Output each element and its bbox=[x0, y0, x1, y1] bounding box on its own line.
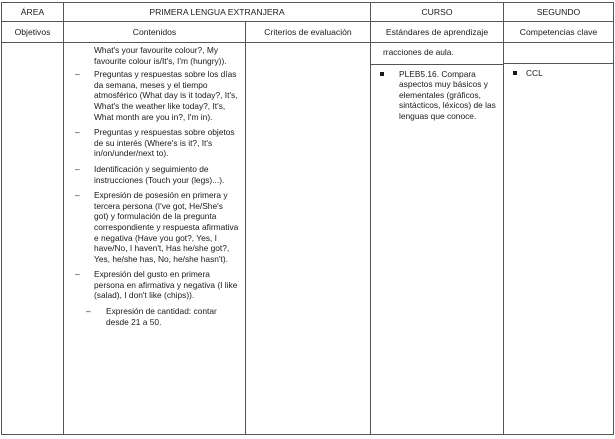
col-competencias: Competencias clave bbox=[504, 22, 614, 43]
estandares-continuation: rracciones de aula. bbox=[371, 43, 503, 65]
col-criterios: Criterios de evaluación bbox=[246, 22, 371, 43]
dash-bullet: – bbox=[75, 190, 80, 201]
list-item-text: Expresión de cantidad: contar desde 21 a 50. bbox=[106, 306, 217, 327]
list-item-text: Identificación y seguimiento de instrucciones (Touch your (legs)...). bbox=[94, 163, 225, 185]
curriculum-table bbox=[1, 2, 614, 435]
contenidos-cell bbox=[64, 43, 246, 435]
list-item bbox=[64, 127, 245, 159]
list-item bbox=[375, 69, 499, 122]
dash-bullet: – bbox=[75, 127, 80, 138]
col-contenidos: Contenidos bbox=[64, 22, 246, 43]
col-estandares: Estándares de aprendizaje bbox=[371, 22, 504, 43]
square-bullet-icon bbox=[380, 72, 384, 76]
criterios-cell bbox=[246, 43, 371, 435]
list-item-text: Expresión del gusto en primera persona en afirmativa y negativa (I like (salad), I don't like (chips)). bbox=[94, 269, 238, 301]
list-item-text: CCL bbox=[526, 68, 543, 78]
content-row bbox=[2, 43, 614, 435]
objetivos-cell bbox=[2, 43, 64, 435]
estandares-list bbox=[371, 65, 503, 122]
competencias-list bbox=[504, 43, 613, 79]
area-label: ÁREA bbox=[2, 3, 64, 22]
list-item bbox=[64, 269, 245, 301]
dash-bullet: – bbox=[86, 306, 91, 317]
column-header-row bbox=[2, 22, 614, 43]
dash-bullet: – bbox=[75, 269, 80, 280]
dash-bullet: – bbox=[75, 69, 80, 80]
list-item bbox=[508, 68, 609, 79]
contenidos-lead: What's your favourite colour?, My favourite colour is/It's, I'm (hungry)). bbox=[94, 45, 227, 66]
list-item-text: Expresión de posesión en primera y tercera persona (I've got, He/She's got) y formulación de la pregunta correspondiente y respuesta afirmativa e negativa (Have you got?, Yes, I have/No, I haven't, Has he/she got?, Yes, he/she has, No, he/she hasn't). bbox=[94, 190, 239, 264]
list-item bbox=[64, 69, 245, 122]
square-bullet-icon bbox=[513, 71, 517, 75]
list-item-text: Preguntas y respuestas sobre objetos de su interés (Where's is it?, It's in/on/under/next to). bbox=[94, 127, 235, 159]
list-sub-item bbox=[64, 306, 245, 327]
col-objetivos: Objetivos bbox=[2, 22, 64, 43]
header-row bbox=[2, 3, 614, 22]
list-item-text: Preguntas y respuestas sobre los días da semana, meses y el tiempo atmosférico (What day is it today?, It's, What's the weather like today?, It's, What month are you in?, I'm in). bbox=[94, 69, 238, 122]
subject-title: PRIMERA LENGUA EXTRANJERA bbox=[64, 3, 371, 22]
curso-value: SEGUNDO bbox=[504, 3, 614, 22]
dash-bullet: – bbox=[75, 163, 80, 174]
list-item bbox=[64, 164, 245, 185]
divider bbox=[504, 43, 613, 64]
curso-label: CURSO bbox=[371, 3, 504, 22]
estandares-cell bbox=[371, 43, 504, 435]
list-item bbox=[64, 190, 245, 264]
competencias-cell bbox=[504, 43, 614, 435]
list-item-text: PLEB5.16. Compara aspectos muy básicos y elementales (gráficos, sintácticos, léxicos) de las lenguas que conoce. bbox=[399, 68, 496, 121]
